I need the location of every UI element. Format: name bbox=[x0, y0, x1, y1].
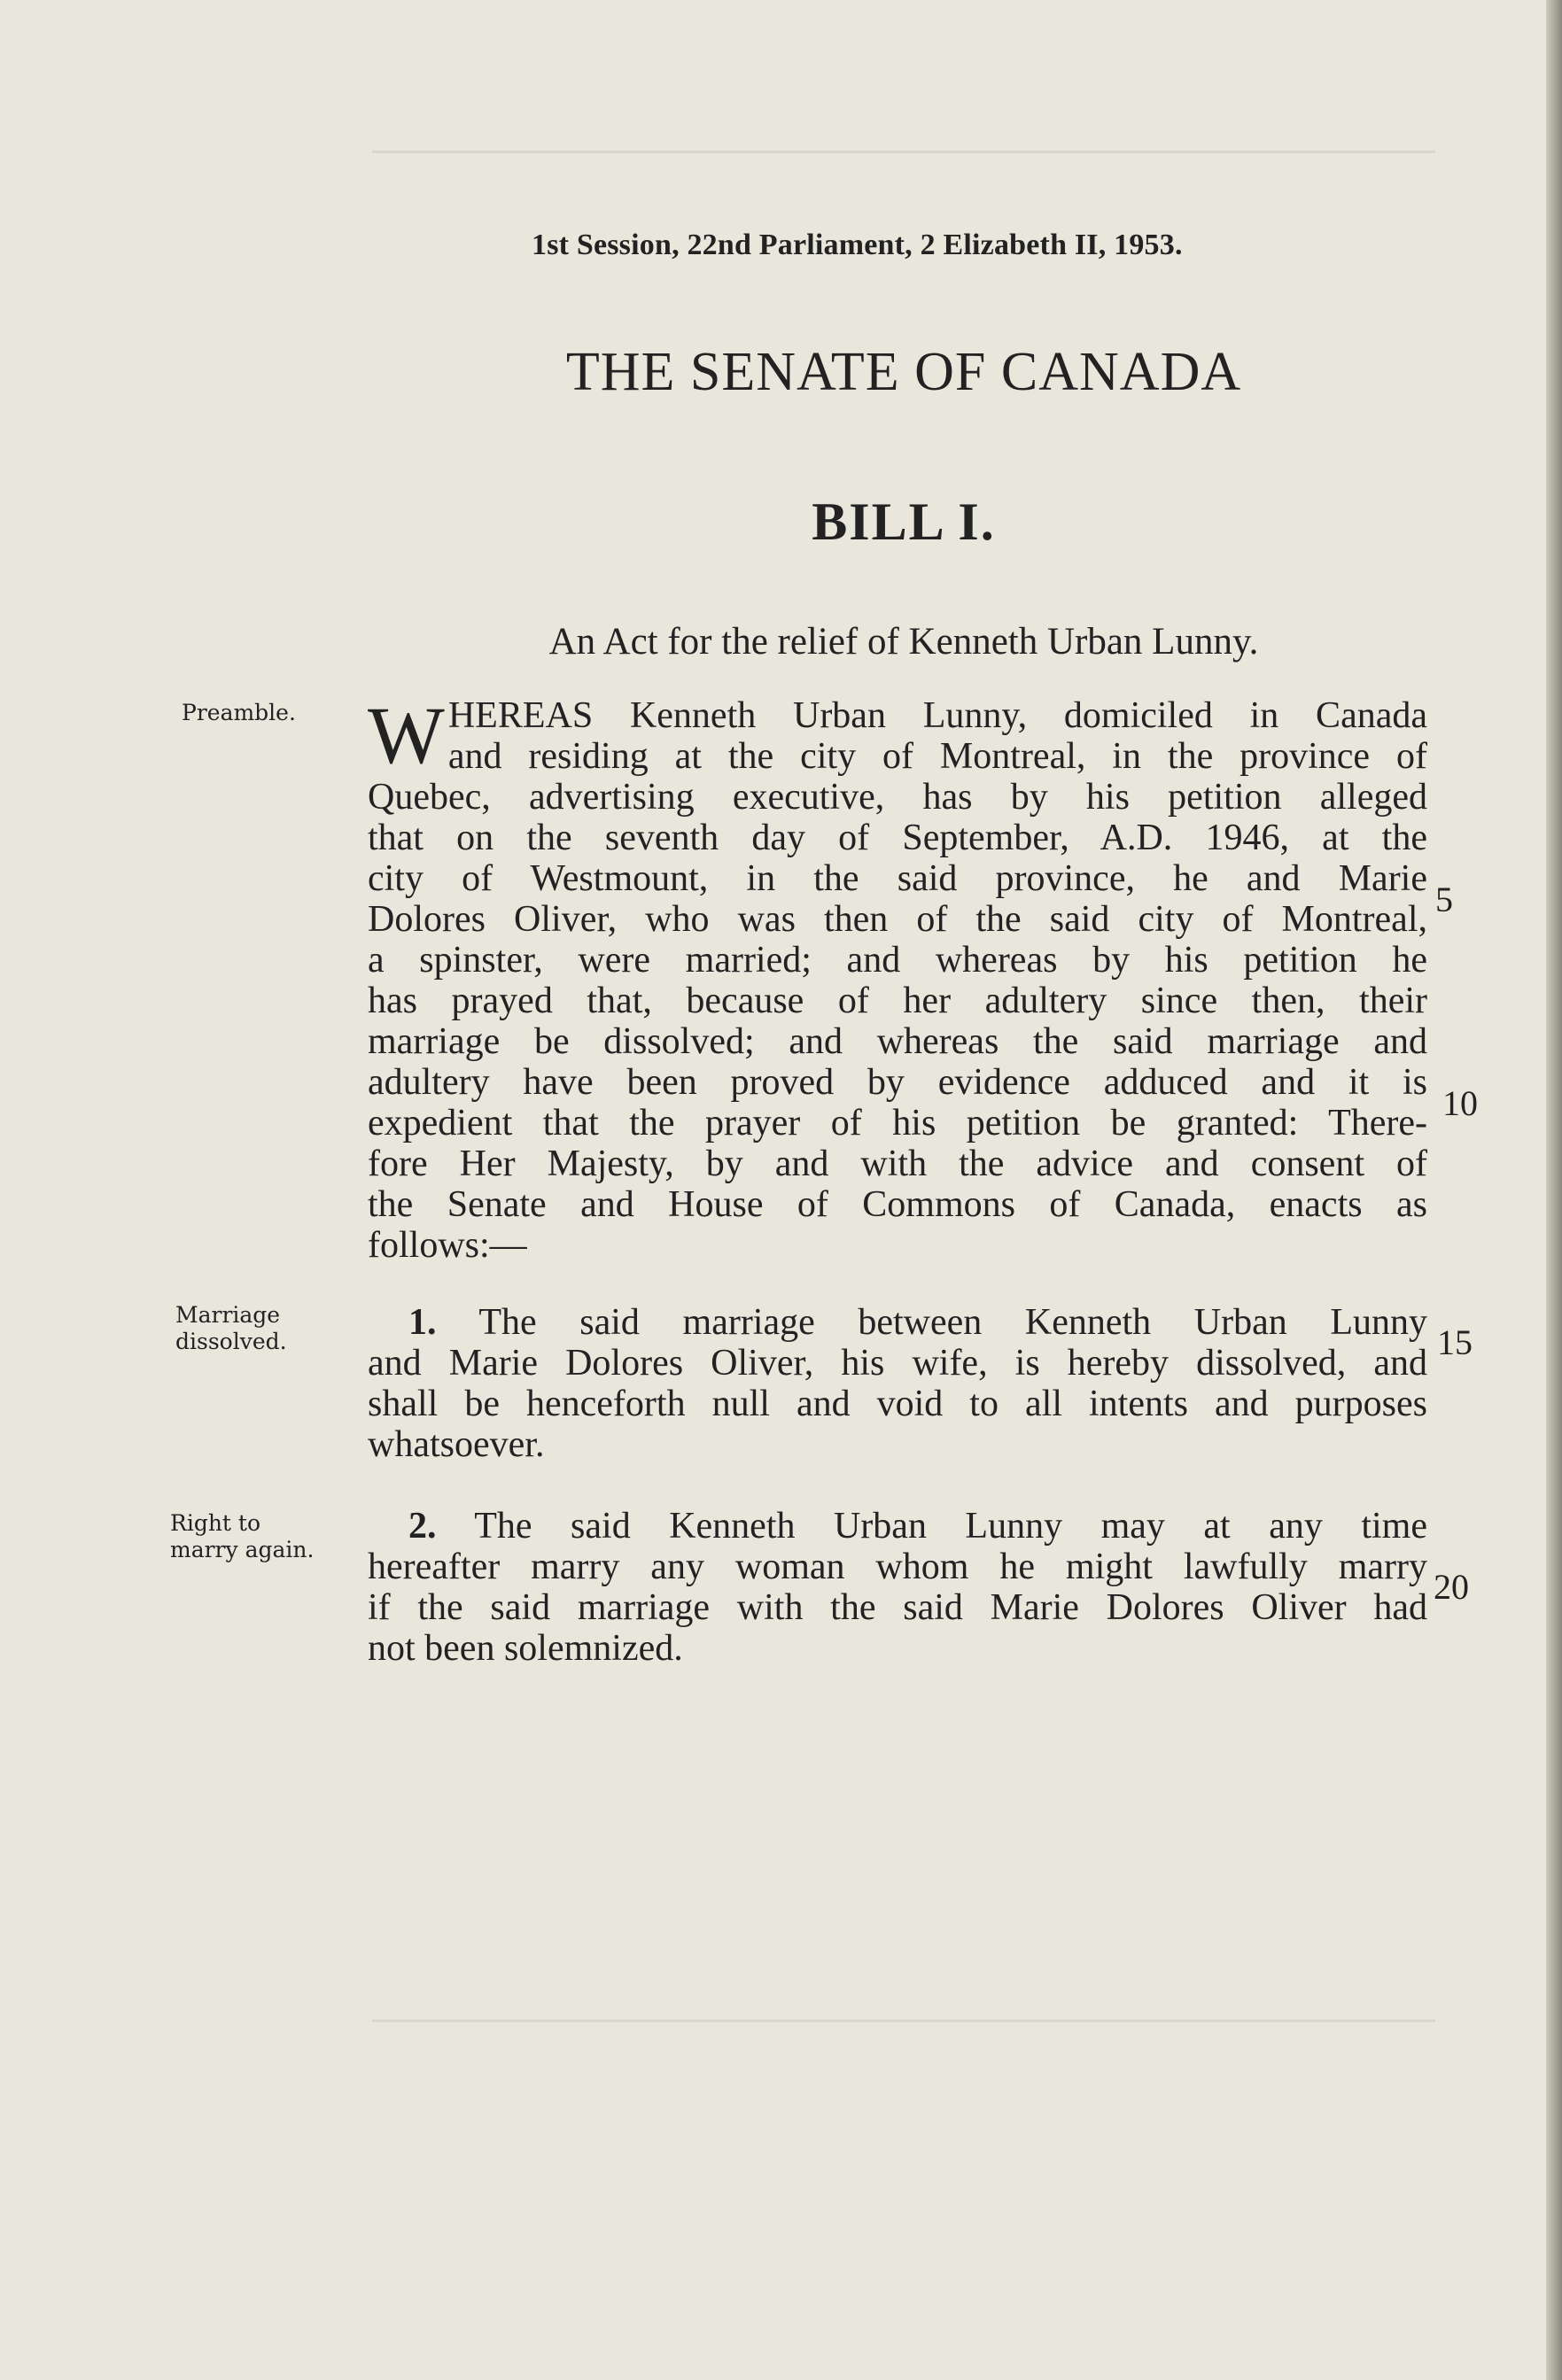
senate-heading: THE SENATE OF CANADA bbox=[565, 342, 1242, 402]
preamble-line: that on the seventh day of September, A.D. 1946, at the bbox=[368, 818, 1427, 858]
section-2-line: hereafter marry any woman whom he might lawfully marry bbox=[368, 1547, 1427, 1587]
section-1-first-line bbox=[368, 1302, 1427, 1343]
bleed-through-rule bbox=[372, 2020, 1435, 2022]
line-number: 20 bbox=[1434, 1567, 1469, 1607]
line-number: 5 bbox=[1435, 880, 1453, 919]
line-number: 15 bbox=[1437, 1322, 1473, 1362]
margin-note-line: dissolved. bbox=[175, 1329, 287, 1354]
preamble-line: Dolores Oliver, who was then of the said city of Montreal, bbox=[368, 899, 1427, 940]
margin-note-marriage-dissolved bbox=[175, 1302, 353, 1355]
preamble-line: Quebec, advertising executive, has by his petition alleged bbox=[368, 777, 1427, 818]
section-2-line: not been solemnized. bbox=[368, 1628, 683, 1669]
section-2-line: if the said marriage with the said Marie Dolores Oliver had bbox=[368, 1587, 1427, 1628]
section-1-text: The said marriage between Kenneth Urban Lunny bbox=[478, 1302, 1427, 1343]
line-number: 10 bbox=[1442, 1083, 1478, 1123]
preamble-line: the Senate and House of Commons of Canada, enacts as bbox=[368, 1184, 1427, 1225]
preamble-line: a spinster, were married; and whereas by his petition he bbox=[368, 940, 1427, 981]
preamble-line: and residing at the city of Montreal, in the province of bbox=[447, 736, 1427, 777]
section-2 bbox=[368, 1506, 1427, 1669]
act-title: An Act for the relief of Kenneth Urban Lunny. bbox=[548, 621, 1259, 663]
margin-note-preamble: Preamble. bbox=[182, 700, 296, 725]
section-1-line: and Marie Dolores Oliver, his wife, is hereby dissolved, and bbox=[368, 1343, 1427, 1384]
page-edge-shadow bbox=[1546, 0, 1562, 2380]
section-number: 2. bbox=[408, 1506, 437, 1547]
preamble-line: HEREAS Kenneth Urban Lunny, domiciled in Canada bbox=[447, 695, 1427, 736]
section-1-line: whatsoever. bbox=[368, 1424, 545, 1465]
preamble-line: adultery have been proved by evidence adduced and it is bbox=[368, 1062, 1427, 1103]
bill-number: BILL I. bbox=[812, 492, 996, 551]
margin-note-line: marry again. bbox=[170, 1537, 315, 1562]
bleed-through-rule bbox=[372, 151, 1435, 153]
preamble-line: marriage be dissolved; and whereas the said marriage and bbox=[368, 1021, 1427, 1062]
preamble-line: city of Westmount, in the said province, he and Marie bbox=[368, 858, 1427, 899]
section-1 bbox=[368, 1302, 1427, 1465]
section-2-text: The said Kenneth Urban Lunny may at any time bbox=[474, 1506, 1427, 1547]
preamble-line: expedient that the prayer of his petition be granted: There- bbox=[368, 1103, 1427, 1143]
preamble-line: has prayed that, because of her adultery since then, their bbox=[368, 981, 1427, 1021]
margin-note-line: Right to bbox=[170, 1510, 261, 1536]
section-number: 1. bbox=[408, 1302, 437, 1343]
drop-cap: W bbox=[368, 690, 445, 780]
section-1-line: shall be henceforth null and void to all intents and purposes bbox=[368, 1384, 1427, 1424]
margin-note-right-to-marry bbox=[170, 1510, 347, 1563]
section-2-first-line bbox=[368, 1506, 1427, 1547]
session-line: 1st Session, 22nd Parliament, 2 Elizabeth II, 1953. bbox=[532, 229, 1183, 261]
preamble-line: fore Her Majesty, by and with the advice and consent of bbox=[368, 1143, 1427, 1184]
preamble-paragraph bbox=[368, 690, 1427, 1266]
preamble-line: follows:— bbox=[368, 1225, 527, 1266]
margin-note-line: Marriage bbox=[175, 1302, 281, 1328]
